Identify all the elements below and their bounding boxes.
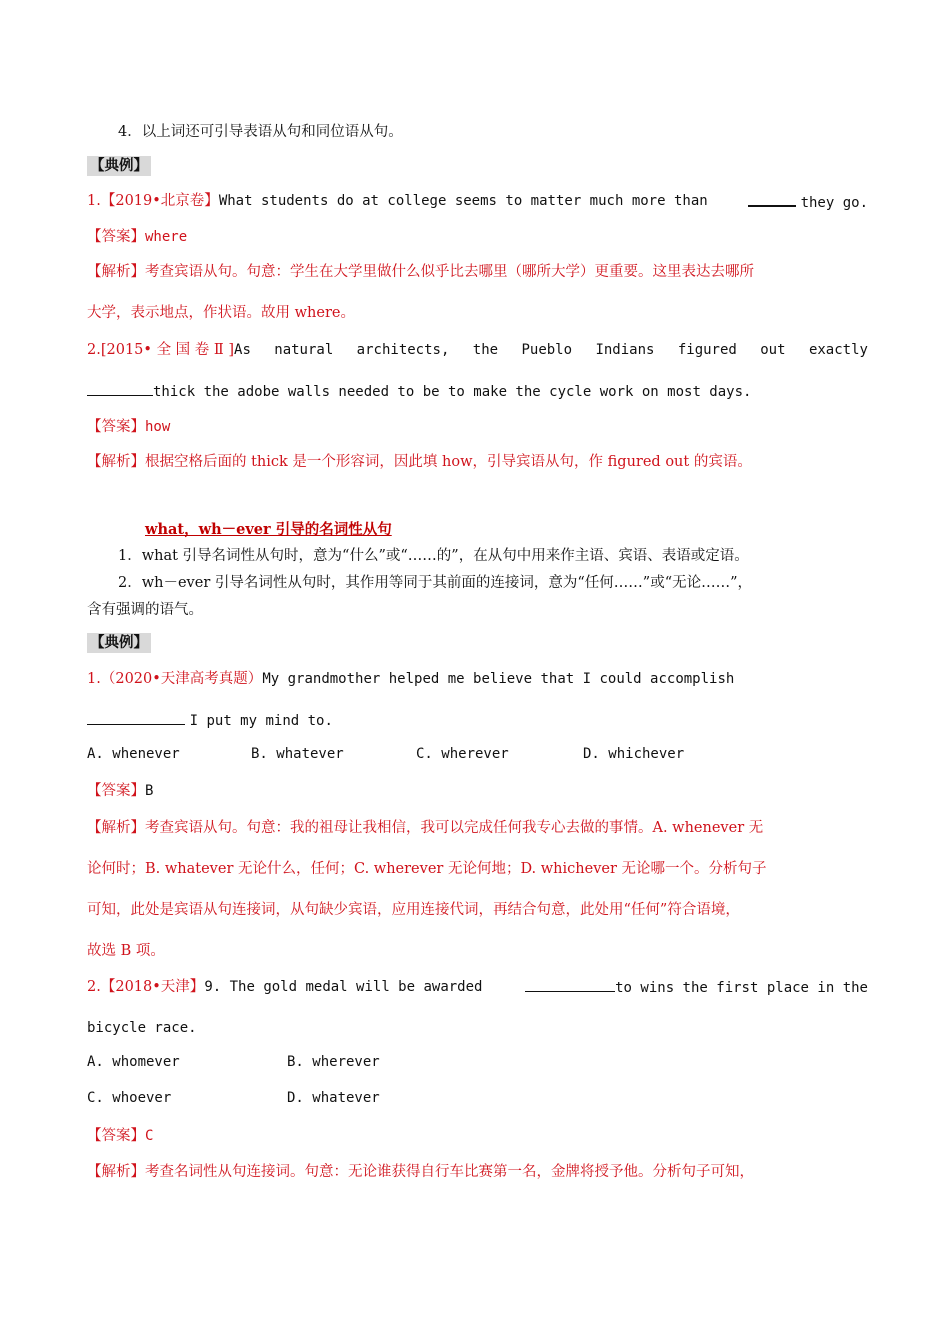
ex4-analysis-1: 考查名词性从句连接词。句意：无论谁获得自行车比赛第一名，金牌将授予他。分析句子可知， xyxy=(145,1164,754,1180)
ex3-analysis-4: 故选 B 项。 xyxy=(87,943,165,959)
ex2-word: figured xyxy=(677,342,737,358)
ex2-blank xyxy=(87,381,153,396)
ex4-num: 2. xyxy=(87,979,101,995)
ex2-line2-after: thick the adobe walls needed to be to make the cycle work on most days. xyxy=(153,384,752,400)
ex1-text-after: they go. xyxy=(800,195,868,211)
ex2-word: exactly xyxy=(808,342,868,358)
ex1-source: 【2019•北京卷】 xyxy=(100,193,219,209)
example-tag-block xyxy=(87,156,868,176)
ex2-word: architects, xyxy=(356,342,450,358)
ex3-num: 1. xyxy=(87,671,101,687)
ex3-option-a: A. whenever xyxy=(87,746,180,762)
ex1-answer-line xyxy=(87,227,868,247)
section-point-2a: 2．wh－ever 引导名词性从句时，其作用等同于其前面的连接词，意为“任何……”或“无论……”， xyxy=(118,575,753,591)
ex2-question-line2 xyxy=(87,381,868,402)
ex2-analysis-line xyxy=(87,452,868,472)
example-tag: 【典例】 xyxy=(87,633,151,653)
ex3-answer: B xyxy=(145,783,154,799)
section-point-2b: 含有强调的语气。 xyxy=(87,602,203,618)
ex3-question-line2 xyxy=(87,710,868,731)
ex2-word: the xyxy=(472,342,499,358)
ex4-answer-label: 【答案】 xyxy=(87,1128,145,1144)
ex4-option-d: D. whatever xyxy=(287,1090,380,1106)
ex4-option-b: B. wherever xyxy=(287,1054,380,1070)
ex1-answer-label: 【答案】 xyxy=(87,229,145,245)
ex2-source: [2015• 全 国 卷 Ⅱ ] xyxy=(100,342,235,358)
ex4-source: 【2018•天津】 xyxy=(100,979,205,995)
ex4-analysis-line1 xyxy=(87,1162,868,1182)
ex1-analysis-label: 【解析】 xyxy=(87,264,145,280)
ex1-blank xyxy=(748,191,796,207)
ex4-option-c: C. whoever xyxy=(87,1090,172,1106)
ex2-analysis-label: 【解析】 xyxy=(87,454,145,470)
ex3-question-line1 xyxy=(87,669,868,689)
ex2-analysis: 根据空格后面的 thick 是一个形容词，因此填 how，引导宾语从句，作 figured out 的宾语。 xyxy=(145,454,752,470)
ex3-source: （2020•天津高考真题） xyxy=(100,671,263,687)
ex3-analysis-3: 可知，此处是宾语从句连接词，从句缺少宾语，应用连接代词，再结合句意，此处用“任何”符合语境， xyxy=(87,902,740,918)
ex1-analysis-2: 大学，表示地点，作状语。故用 where。 xyxy=(87,305,355,321)
ex3-analysis-line1 xyxy=(87,818,868,838)
ex3-option-c: C. wherever xyxy=(416,746,509,762)
ex1-question xyxy=(87,191,868,213)
section-point-1: 1．what 引导名词性从句时，意为“什么”或“……的”，在从句中用来作主语、宾语、表语或定语。 xyxy=(118,548,749,564)
ex2-answer-line xyxy=(87,417,868,437)
ex3-analysis-label: 【解析】 xyxy=(87,820,145,836)
ex3-analysis-2: 论何时；B. whatever 无论什么，任何；C. wherever 无论何地；D. whichever 无论哪一个。分析句子 xyxy=(87,861,767,877)
ex4-analysis-label: 【解析】 xyxy=(87,1164,145,1180)
ex2-answer: how xyxy=(145,419,171,435)
ex3-option-d: D. whichever xyxy=(583,746,685,762)
ex2-word: out xyxy=(760,342,786,358)
ex3-analysis-1: 考查宾语从句。句意：我的祖母让我相信，我可以完成任何我专心去做的事情。A. whenever 无 xyxy=(145,820,764,836)
example-tag: 【典例】 xyxy=(87,156,151,176)
section-title: what，wh－ever 引导的名词性从句 xyxy=(145,521,392,538)
ex1-answer: where xyxy=(145,229,188,245)
ex2-num: 2. xyxy=(87,342,101,358)
ex4-answer-line xyxy=(87,1126,868,1146)
ex4-answer: C xyxy=(145,1128,154,1144)
ex4-option-a: A. whomever xyxy=(87,1054,180,1070)
ex1-num: 1. xyxy=(87,193,101,209)
ex3-text-line2: I put my mind to. xyxy=(189,713,333,729)
ex3-answer-label: 【答案】 xyxy=(87,783,145,799)
ex4-text-before: 9. The gold medal will be awarded xyxy=(204,979,483,995)
ex2-answer-label: 【答案】 xyxy=(87,419,145,435)
ex3-blank xyxy=(87,710,185,725)
intro-point-4: 4．以上词还可引导表语从句和同位语从句。 xyxy=(118,124,403,140)
ex1-analysis-line1 xyxy=(87,262,868,282)
ex2-question-line1 xyxy=(87,340,868,360)
ex1-text-before: What students do at college seems to matter much more than xyxy=(218,193,708,209)
example-tag-block-2 xyxy=(87,633,868,653)
ex2-word: As xyxy=(234,342,251,358)
ex2-word: Pueblo xyxy=(521,342,573,358)
ex3-option-b: B. whatever xyxy=(251,746,344,762)
ex2-word: natural xyxy=(274,342,334,358)
ex4-question-line2: bicycle race. xyxy=(87,1020,197,1036)
ex4-text-after: to wins the first place in the xyxy=(615,980,868,996)
ex4-question-line1 xyxy=(87,977,868,998)
ex3-answer-line xyxy=(87,781,868,801)
ex1-analysis-1: 考查宾语从句。句意：学生在大学里做什么似乎比去哪里（哪所大学）更重要。这里表达去哪所 xyxy=(145,264,754,280)
ex3-text-line1: My grandmother helped me believe that I could accomplish xyxy=(262,671,735,687)
ex4-blank xyxy=(525,977,615,992)
ex2-word: Indians xyxy=(595,342,655,358)
